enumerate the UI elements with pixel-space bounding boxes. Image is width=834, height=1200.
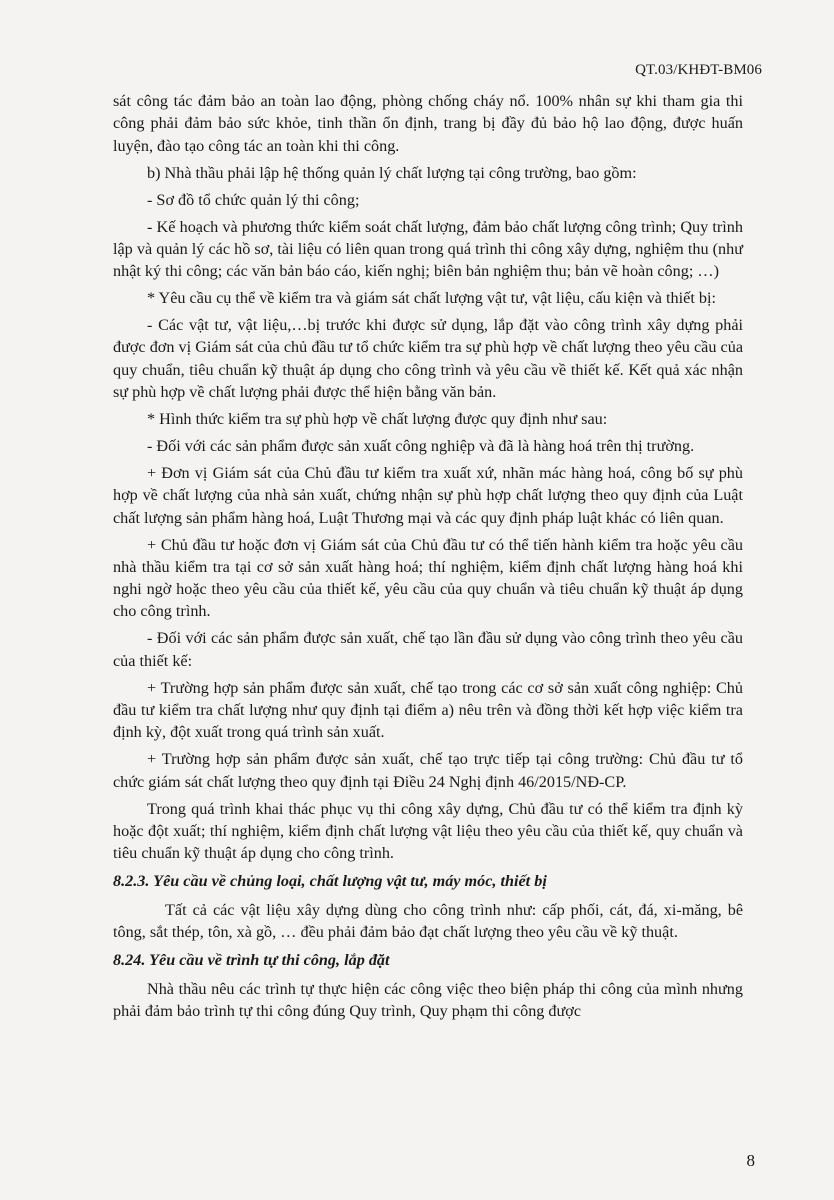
paragraph: - Đối với các sản phẩm được sản xuất, chế tạo lần đầu sử dụng vào công trình theo yêu cầu của thiết kế:	[113, 629, 743, 670]
paragraph: b) Nhà thầu phải lập hệ thống quản lý chất lượng tại công trường, bao gồm:	[147, 163, 637, 182]
paragraph: Trong quá trình khai thác phục vụ thi công xây dựng, Chủ đầu tư có thể kiểm tra định kỳ hoặc đột xuất; thí nghiệm, kiểm định chất lượng vật liệu theo yêu cầu của thiết kế, quy chuẩn và tiêu chuẩn kỹ thuật áp dụng cho công trình.	[113, 799, 743, 863]
paragraph: sát công tác đảm bảo an toàn lao động, phòng chống cháy nổ. 100% nhân sự khi tham gia thi công phải đảm bảo sức khỏe, tinh thần ổn định, trang bị đầy đủ bảo hộ lao động, được huấn luyện, đào tạo công tác an toàn khi thi công.	[113, 92, 743, 155]
document-body	[113, 90, 743, 1027]
paragraph: - Đối với các sản phẩm được sản xuất công nghiệp và đã là hàng hoá trên thị trường.	[147, 436, 695, 455]
paragraph: - Sơ đồ tổ chức quản lý thi công;	[147, 190, 360, 209]
paragraph: - Các vật tư, vật liệu,…bị trước khi được sử dụng, lắp đặt vào công trình xây dựng phải được đơn vị Giám sát của chủ đầu tư tổ chức kiểm tra sự phù hợp về chất lượng theo yêu cầu của quy chuẩn, tiêu chuẩn kỹ thuật áp dụng cho công trình và yêu cầu về thiết kế. Kết quả xác nhận sự phù hợp về chất lượng phải được thể hiện bằng văn bản.	[113, 316, 743, 401]
paragraph: * Yêu cầu cụ thể về kiểm tra và giám sát chất lượng vật tư, vật liệu, cấu kiện và thiết bị:	[147, 289, 716, 308]
section-heading-8-2-3: 8.2.3. Yêu cầu về chủng loại, chất lượng vật tư, máy móc, thiết bị	[113, 872, 547, 891]
paragraph: + Trường hợp sản phẩm được sản xuất, chế tạo trong các cơ sở sản xuất công nghiệp: Chủ đầu tư kiểm tra chất lượng như quy định tại điểm a) nêu trên và đồng thời kết hợp việc kiểm tra định kỳ, đột xuất trong quá trình sản xuất.	[113, 678, 743, 742]
section-text-8-2-3: Tất cả các vật liệu xây dựng dùng cho công trình như: cấp phối, cát, đá, xi-măng, bê tông, sắt thép, tôn, xà gồ, … đều phải đảm bảo đạt chất lượng theo yêu cầu về kỹ thuật.	[113, 900, 743, 942]
paragraph: + Trường hợp sản phẩm được sản xuất, chế tạo trực tiếp tại công trường: Chủ đầu tư tổ chức giám sát chất lượng theo quy định tại Điều 24 Nghị định 46/2015/NĐ-CP.	[113, 750, 743, 791]
paragraph: * Hình thức kiểm tra sự phù hợp về chất lượng được quy định như sau:	[147, 409, 608, 428]
paragraph: + Chủ đầu tư hoặc đơn vị Giám sát của Chủ đầu tư có thể tiến hành kiểm tra hoặc yêu cầu nhà thầu kiểm tra tại cơ sở sản xuất hàng hoá; thí nghiệm, kiểm định chất lượng hàng hoá khi nghi ngờ hoặc theo yêu cầu của thiết kế, yêu cầu của quy chuẩn và tiêu chuẩn kỹ thuật áp dụng cho công trình.	[113, 535, 743, 621]
document-code: QT.03/KHĐT-BM06	[635, 62, 762, 78]
page-number: 8	[746, 1151, 755, 1170]
section-text-8-24: Nhà thầu nêu các trình tự thực hiện các công việc theo biện pháp thi công của mình nhưng phải đảm bảo trình tự thi công đúng Quy trình, Quy phạm thi công được	[113, 979, 743, 1020]
section-heading-8-24: 8.24. Yêu cầu về trình tự thi công, lắp đặt	[113, 951, 390, 970]
paragraph: + Đơn vị Giám sát của Chủ đầu tư kiểm tra xuất xứ, nhãn mác hàng hoá, công bố sự phù hợp về chất lượng của nhà sản xuất, chứng nhận sự phù hợp chất lượng theo quy định của Luật chất lượng sản phẩm hàng hoá, Luật Thương mại và các quy định pháp luật khác có liên quan.	[113, 463, 743, 527]
paragraph: - Kế hoạch và phương thức kiểm soát chất lượng, đảm bảo chất lượng công trình; Quy trình lập và quản lý các hồ sơ, tài liệu có liên quan trong quá trình thi công xây dựng, nghiệm thu (như nhật ký thi công; các văn bản báo cáo, kiến nghị; biên bản nghiệm thu; bản vẽ hoàn công; …)	[113, 217, 743, 281]
